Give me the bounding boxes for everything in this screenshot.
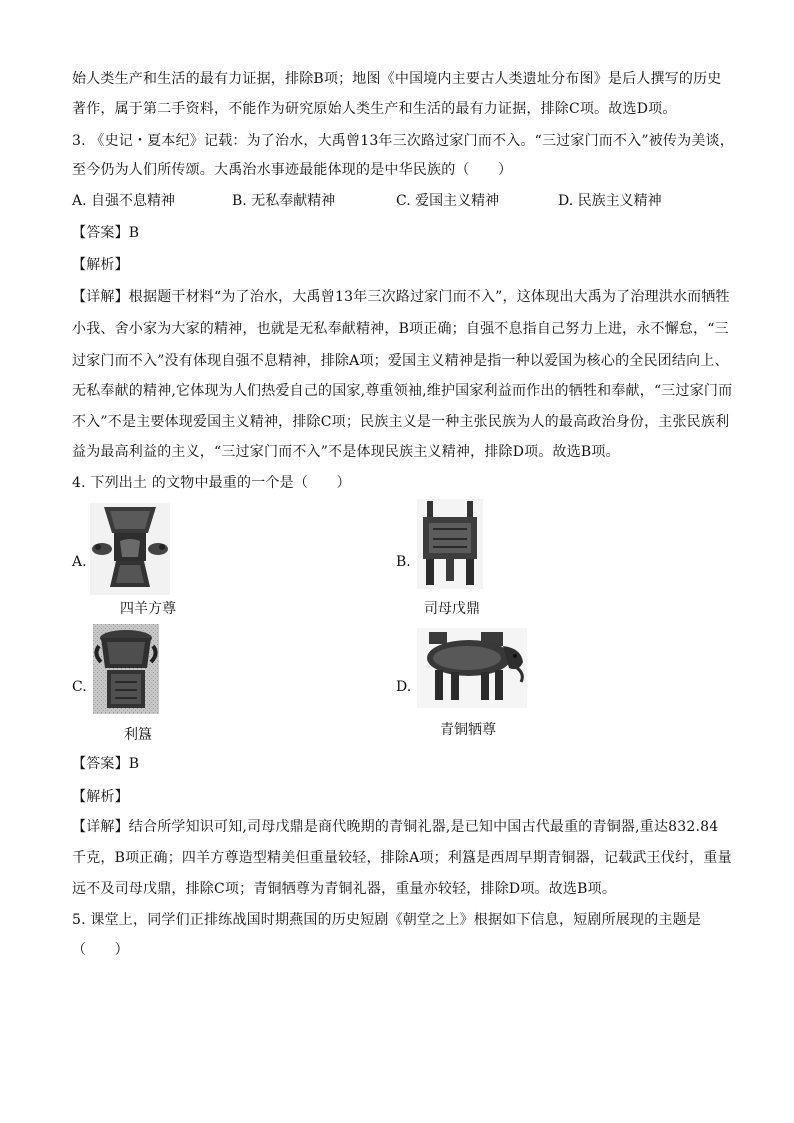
detail-line: 【详解】结合所学知识可知,司母戊鼎是商代晚期的青铜礼器,是已知中国古代最重的青铜器,重达832.84 — [72, 819, 719, 835]
option-d-letter: D. — [396, 679, 412, 695]
option-d-caption: 青铜牺尊 — [440, 722, 496, 738]
question-5-stem: （ ） — [72, 942, 129, 958]
option-b-letter: B. — [396, 554, 411, 570]
answer-label: 【答案】B — [72, 225, 140, 241]
question-3-stem: 至今仍为人们所传颂。大禹治水事迹最能体现的是中华民族的（ ） — [72, 162, 513, 178]
detail-line: 千克，B项正确；四羊方尊造型精美但重量较轻，排除A项；利簋是西周早期青铜器，记载武王伐纣，重量 — [72, 850, 732, 866]
question-5-stem: 5. 课堂上，同学们正排练战国时期燕国的历史短剧《朝堂之上》根据如下信息，短剧所展现的主题是 — [72, 912, 702, 928]
intro-line: 著作，属于第二手资料，不能作为研究原始人类生产和生活的最有力证据，排除C项。故选D项。 — [72, 101, 677, 117]
option-a-caption: 四羊方尊 — [120, 601, 176, 617]
option-a-letter: A. — [72, 554, 87, 570]
question-3-stem: 3. 《史记・夏本纪》记载：为了治水，大禹曾13年三次路过家门而不入。“三过家门而不入”被传为美谈， — [72, 133, 734, 149]
detail-line: 不入”不是主要体现爱国主义精神，排除C项；民族主义是一种主张民族为人的最高政治身份，主张民族利 — [72, 414, 730, 430]
analysis-label: 【解析】 — [72, 257, 129, 273]
option-a: A. 自强不息精神 — [72, 193, 176, 209]
li-gui-image — [93, 624, 159, 714]
detail-line: 远不及司母戊鼎，排除C项；青铜牺尊为青铜礼器，重量亦较轻，排除D项。故选B项。 — [72, 881, 617, 897]
intro-line: 始人类生产和生活的最有力证据，排除B项；地图《中国境内主要古人类遗址分布图》是后人撰写的历史 — [72, 71, 722, 87]
detail-line: 益为最高利益的主义，“三过家门而不入”不是体现民族主义精神，排除D项。故选B项。 — [72, 444, 620, 460]
four-ram-square-zun-image — [90, 503, 170, 595]
bronze-xi-zun-image — [417, 628, 527, 708]
option-d: D. 民族主义精神 — [558, 193, 662, 209]
option-c-letter: C. — [72, 679, 87, 695]
question-4-stem: 4. 下列出土 的文物中最重的一个是（ ） — [72, 475, 351, 491]
option-c: C. 爱国主义精神 — [396, 193, 500, 209]
analysis-label: 【解析】 — [72, 789, 129, 805]
detail-line: 过家门而不入”没有体现自强不息精神，排除A项；爱国主义精神是指一种以爱国为核心的全民团结向上、 — [72, 353, 729, 369]
detail-line: 【详解】根据题干材料“为了治水，大禹曾13年三次路过家门而不入”，这体现出大禹为了治理洪水而牺牲 — [72, 289, 730, 305]
detail-line: 无私奉献的精神,它体现为人们热爱自己的国家,尊重领袖,维护国家利益而作出的牺牲和奉献，“三过家门而 — [72, 383, 733, 399]
option-c-caption: 利簋 — [124, 727, 152, 743]
detail-line: 小我、舍小家为大家的精神，也就是无私奉献精神，B项正确；自强不息指自己努力上进，永不懈怠，“三 — [72, 321, 729, 337]
option-b-caption: 司母戊鼎 — [424, 601, 480, 617]
option-b: B. 无私奉献精神 — [232, 193, 336, 209]
simuwu-ding-image — [417, 499, 483, 589]
answer-label: 【答案】B — [72, 756, 140, 772]
